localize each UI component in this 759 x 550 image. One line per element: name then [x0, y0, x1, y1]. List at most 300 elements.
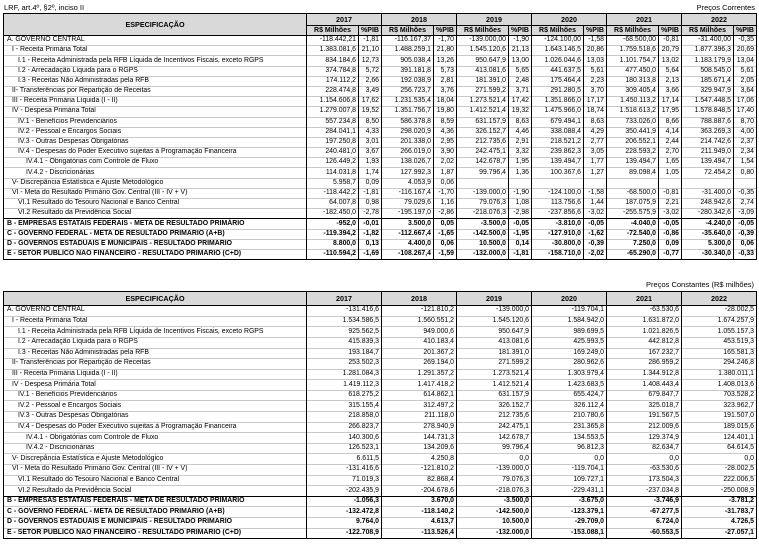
row-label: IV - Despesa Primária Total	[4, 380, 307, 391]
value-constant: 266.823,7	[307, 422, 382, 433]
value-rs-milhoes: 1.518.613,2	[607, 107, 659, 117]
value-pib: 3,71	[509, 86, 532, 96]
value-constant: 1.055.157,3	[682, 327, 757, 338]
value-pib: -0,39	[584, 239, 607, 249]
value-rs-milhoes: 180.313,8	[607, 76, 659, 86]
year-header: 2021	[607, 14, 682, 26]
value-constant: 614.862,1	[382, 390, 457, 401]
value-constant: 618.275,2	[307, 390, 382, 401]
value-pib: 21,80	[434, 46, 457, 56]
value-pib: 17,17	[584, 97, 607, 107]
rs-milhoes-subheader: R$ Milhões	[382, 26, 434, 36]
value-pib: 3,49	[359, 86, 382, 96]
value-rs-milhoes: -218.076,3	[457, 209, 509, 219]
pib-subheader: %PIB	[734, 26, 757, 36]
value-constant: 1.419.112,3	[307, 380, 382, 391]
value-constant: 1.303.979,4	[532, 369, 607, 380]
value-constant: 655.424,7	[532, 390, 607, 401]
value-pib: -1,81	[359, 36, 382, 46]
value-rs-milhoes: -195.197,0	[382, 209, 434, 219]
precos-constantes-table	[3, 291, 757, 539]
value-rs-milhoes: 1.488.259,1	[382, 46, 434, 56]
value-constant: -3.781,2	[682, 496, 757, 507]
value-pib: 13,03	[584, 56, 607, 66]
value-pib: 2,37	[734, 137, 757, 147]
row-label: IV.4.1 - Obrigatórias com Controle de Fluxo	[4, 158, 307, 168]
year-header: 2018	[382, 292, 457, 306]
value-rs-milhoes: 72.454,2	[682, 168, 734, 178]
value-rs-milhoes: -72.540,0	[607, 229, 659, 239]
value-rs-milhoes: 100.367,6	[532, 168, 584, 178]
value-pib: 5,61	[584, 66, 607, 76]
table-row	[4, 433, 757, 444]
value-pib: 5,65	[509, 66, 532, 76]
value-constant: 703.528,2	[682, 390, 757, 401]
row-label: I.2 - Arrecadação Líquida para o RGPS	[4, 66, 307, 76]
row-label: VI - Meta do Resultado Primário Gov. Central (III - IV + V)	[4, 188, 307, 198]
lrf-reference-note: LRF, art.4º, §2º, inciso II	[4, 3, 85, 12]
value-constant: 0,0	[457, 454, 532, 465]
value-pib: 1,65	[659, 158, 682, 168]
value-rs-milhoes: 239.862,3	[532, 148, 584, 158]
pib-subheader: %PIB	[434, 26, 457, 36]
value-pib: 2,74	[734, 199, 757, 209]
value-rs-milhoes: 174.112,2	[307, 76, 359, 86]
value-pib: 1,05	[659, 168, 682, 178]
value-rs-milhoes: -139.000,0	[457, 188, 509, 198]
value-pib: -2,86	[434, 209, 457, 219]
value-rs-milhoes: 508.545,0	[682, 66, 734, 76]
value-pib: 1,27	[584, 168, 607, 178]
value-pib: 17,06	[734, 97, 757, 107]
value-rs-milhoes: 8.800,0	[307, 239, 359, 249]
value-constant: 167.232,7	[607, 348, 682, 359]
value-rs-milhoes: 138.026,7	[382, 158, 434, 168]
value-rs-milhoes: 557.234,8	[307, 117, 359, 127]
value-constant: 1.674.257,9	[682, 316, 757, 327]
table-row	[4, 454, 757, 465]
value-pib: 17,95	[659, 107, 682, 117]
value-rs-milhoes: 181.391,0	[457, 76, 509, 86]
row-label: E - SETOR PÚBLICO NÃO FINANCEIRO - RESULTADO PRIMÁRIO (C+D)	[4, 528, 307, 539]
value-rs-milhoes: 1.273.521,4	[457, 97, 509, 107]
table-row	[4, 369, 757, 380]
table-row	[4, 348, 757, 359]
value-pib: 3,90	[434, 148, 457, 158]
value-rs-milhoes: 1.026.044,6	[532, 56, 584, 66]
value-constant: 679.847,7	[607, 390, 682, 401]
value-rs-milhoes: 240.481,0	[307, 148, 359, 158]
value-constant: -60.553,5	[607, 528, 682, 539]
table-row	[4, 127, 757, 137]
table-row	[4, 359, 757, 370]
value-constant: 218.858,0	[307, 412, 382, 423]
value-pib: 3,76	[434, 86, 457, 96]
value-rs-milhoes: -237.856,6	[532, 209, 584, 219]
value-pib: -0,05	[734, 219, 757, 229]
value-constant: 64.614,5	[682, 443, 757, 454]
value-pib: 8,63	[584, 117, 607, 127]
value-pib: 2,13	[659, 76, 682, 86]
value-pib: 2,48	[509, 76, 532, 86]
value-constant: 3.670,0	[382, 496, 457, 507]
row-label: IV.2 - Pessoal e Encargos Sociais	[4, 127, 307, 137]
value-pib: -2,98	[509, 209, 532, 219]
value-pib: 1,36	[509, 168, 532, 178]
value-constant: -250.008,9	[682, 486, 757, 497]
value-rs-milhoes: 185.671,4	[682, 76, 734, 86]
value-rs-milhoes: -142.500,0	[457, 229, 509, 239]
value-rs-milhoes: -118.442,21	[307, 36, 359, 46]
value-constant: 0,0	[532, 454, 607, 465]
year-header: 2020	[532, 14, 607, 26]
value-rs-milhoes: -255.575,9	[607, 209, 659, 219]
value-pib: 4,29	[584, 127, 607, 137]
year-header: 2022	[682, 14, 757, 26]
row-label: I.2 - Arrecadação Líquida para o RGPS	[4, 337, 307, 348]
value-pib: 17,42	[509, 97, 532, 107]
value-rs-milhoes: 350.441,9	[607, 127, 659, 137]
value-constant: 410.183,4	[382, 337, 457, 348]
row-label: VI.1 Resultado do Tesouro Nacional e Banco Central	[4, 199, 307, 209]
value-rs-milhoes: 127.992,3	[382, 168, 434, 178]
table-row	[4, 117, 757, 127]
row-label: V- Discrepância Estatística e Ajuste Metodológico	[4, 454, 307, 465]
row-label: VI.2 Resultado da Previdência Social	[4, 486, 307, 497]
value-pib: -1,82	[359, 229, 382, 239]
value-constant: 212.009,6	[607, 422, 682, 433]
value-constant: 631.157,9	[457, 390, 532, 401]
value-pib: 19,32	[509, 107, 532, 117]
value-rs-milhoes: 197.250,8	[307, 137, 359, 147]
value-pib: 2,95	[434, 137, 457, 147]
value-rs-milhoes: -124.100,0	[532, 188, 584, 198]
row-label: C - GOVERNO FEDERAL - META DE RESULTADO PRIMÁRIO (A+B)	[4, 229, 307, 239]
value-constant: 453.519,3	[682, 337, 757, 348]
value-constant: 1.417.418,2	[382, 380, 457, 391]
value-constant: 323.962,7	[682, 401, 757, 412]
value-pib: 0,13	[359, 239, 382, 249]
value-rs-milhoes: 329.947,9	[682, 86, 734, 96]
value-rs-milhoes: -68.500,0	[607, 188, 659, 198]
value-rs-milhoes: 114.031,8	[307, 168, 359, 178]
value-pib: 5,72	[359, 66, 382, 76]
value-constant: 96.812,3	[532, 443, 607, 454]
value-rs-milhoes: 5.300,0	[682, 239, 734, 249]
value-pib: 2,44	[659, 137, 682, 147]
table-row	[4, 188, 757, 198]
value-rs-milhoes: 10.500,0	[457, 239, 509, 249]
row-label: B - EMPRESAS ESTATAIS FEDERAIS - META DE RESULTADO PRIMÁRIO	[4, 219, 307, 229]
row-label: A. GOVERNO CENTRAL	[4, 36, 307, 46]
value-constant: 1.412.521,4	[457, 380, 532, 391]
value-pib: 13,02	[659, 56, 682, 66]
value-pib: 1,44	[584, 199, 607, 209]
value-pib: 2,34	[734, 148, 757, 158]
rs-milhoes-subheader: R$ Milhões	[307, 26, 359, 36]
value-pib: 12,73	[359, 56, 382, 66]
value-rs-milhoes: 113.756,6	[532, 199, 584, 209]
value-rs-milhoes: 1.101.754,7	[607, 56, 659, 66]
row-label: III - Receita Primária Líquida (I - II)	[4, 369, 307, 380]
value-rs-milhoes: 788.887,6	[682, 117, 734, 127]
year-header: 2017	[307, 14, 382, 26]
value-constant: 99.796,4	[457, 443, 532, 454]
value-pib: 4,14	[659, 127, 682, 137]
value-constant: 1.021.826,5	[607, 327, 682, 338]
value-rs-milhoes: 733.026,0	[607, 117, 659, 127]
value-rs-milhoes: -65.290,0	[607, 249, 659, 259]
value-constant: -139.000,0	[457, 306, 532, 317]
value-constant: 1.291.357,2	[382, 369, 457, 380]
value-constant: 189.015,6	[682, 422, 757, 433]
value-rs-milhoes: 309.405,4	[607, 86, 659, 96]
row-label: IV.1 - Benefícios Previdenciários	[4, 117, 307, 127]
year-header: 2019	[457, 14, 532, 26]
value-constant: 165.581,3	[682, 348, 757, 359]
value-rs-milhoes: -4.040,0	[607, 219, 659, 229]
value-constant: 9.764,0	[307, 518, 382, 529]
value-rs-milhoes: 256.723,7	[382, 86, 434, 96]
value-rs-milhoes: -3.500,0	[457, 219, 509, 229]
value-constant: 134.209,6	[382, 443, 457, 454]
value-pib: 8,66	[659, 117, 682, 127]
value-rs-milhoes: -31.400,0	[682, 188, 734, 198]
value-constant: 925.562,5	[307, 327, 382, 338]
value-constant: 109.727,1	[532, 475, 607, 486]
row-label: IV.4.2 - Discricionárias	[4, 168, 307, 178]
value-rs-milhoes: 1.643.146,5	[532, 46, 584, 56]
value-pib: 2,66	[359, 76, 382, 86]
value-pib: -2,02	[584, 249, 607, 259]
value-rs-milhoes: 214.742,6	[682, 137, 734, 147]
value-pib: -1,81	[359, 188, 382, 198]
value-pib: -3,02	[584, 209, 607, 219]
value-constant: 222.006,5	[682, 475, 757, 486]
value-rs-milhoes: -280.342,6	[682, 209, 734, 219]
table-row	[4, 327, 757, 338]
row-label: IV.1 - Benefícios Previdenciários	[4, 390, 307, 401]
value-pib: 17,14	[659, 97, 682, 107]
value-constant: 1.273.521,4	[457, 369, 532, 380]
row-label: C - GOVERNO FEDERAL - META DE RESULTADO PRIMÁRIO (A+B)	[4, 507, 307, 518]
value-constant: 181.391,0	[457, 348, 532, 359]
value-constant: -153.088,1	[532, 528, 607, 539]
table-row	[4, 249, 757, 259]
value-rs-milhoes: 363.269,3	[682, 127, 734, 137]
value-constant: 0,0	[607, 454, 682, 465]
value-pib: 8,50	[359, 117, 382, 127]
value-constant: -131.416,6	[307, 306, 382, 317]
value-rs-milhoes: 139.494,7	[532, 158, 584, 168]
value-rs-milhoes: 1.578.848,5	[682, 107, 734, 117]
value-rs-milhoes: 79.029,6	[382, 199, 434, 209]
table-row	[4, 518, 757, 529]
value-constant: 6.611,5	[307, 454, 382, 465]
value-pib: 4,00	[734, 127, 757, 137]
value-pib: 0,80	[734, 168, 757, 178]
value-pib: 13,00	[509, 56, 532, 66]
value-pib: 1,54	[734, 158, 757, 168]
value-constant: -131.416,6	[307, 465, 382, 476]
rs-milhoes-subheader: R$ Milhões	[682, 26, 734, 36]
value-pib: 21,10	[359, 46, 382, 56]
value-pib	[734, 178, 757, 188]
value-pib: 2,23	[584, 76, 607, 86]
value-constant: 989.699,5	[532, 327, 607, 338]
value-rs-milhoes: 271.599,2	[457, 86, 509, 96]
value-rs-milhoes: 64.007,8	[307, 199, 359, 209]
rs-milhoes-subheader: R$ Milhões	[607, 26, 659, 36]
row-label: VI.1 Resultado do Tesouro Nacional e Banco Central	[4, 475, 307, 486]
value-constant: 231.365,8	[532, 422, 607, 433]
precos-constantes-note: Preços Constantes (R$ milhões)	[646, 280, 754, 290]
value-pib: -0,81	[659, 188, 682, 198]
value-pib	[584, 178, 607, 188]
value-rs-milhoes: 1.351.756,7	[382, 107, 434, 117]
value-constant: 134.553,5	[532, 433, 607, 444]
value-rs-milhoes: -35.640,0	[682, 229, 734, 239]
value-pib: 20,69	[734, 46, 757, 56]
value-pib: 2,81	[434, 76, 457, 86]
value-pib: -0,77	[659, 249, 682, 259]
row-label: I - Receita Primária Total	[4, 46, 307, 56]
value-constant: 326.152,7	[457, 401, 532, 412]
value-rs-milhoes	[457, 178, 509, 188]
value-constant: 144.731,3	[382, 433, 457, 444]
table-row	[4, 443, 757, 454]
top-notes	[3, 2, 756, 13]
value-pib: -1,70	[434, 36, 457, 46]
precos-correntes-table	[3, 13, 757, 260]
value-constant: 325.018,7	[607, 401, 682, 412]
table-row	[4, 412, 757, 423]
row-label: VI - Meta do Resultado Primário Gov. Central (III - IV + V)	[4, 465, 307, 476]
year-header: 2021	[607, 292, 682, 306]
value-constant: 4.726,5	[682, 518, 757, 529]
value-constant: 1.408.013,6	[682, 380, 757, 391]
value-pib: 0,06	[734, 239, 757, 249]
value-constant: -118.140,2	[382, 507, 457, 518]
value-pib: 1,77	[584, 158, 607, 168]
value-pib: 2,70	[659, 148, 682, 158]
value-pib: 8,63	[509, 117, 532, 127]
table-row	[4, 465, 757, 476]
value-constant: 124.401,1	[682, 433, 757, 444]
value-constant: -237.034,8	[607, 486, 682, 497]
value-rs-milhoes: 441.637,5	[532, 66, 584, 76]
value-rs-milhoes: 1.231.535,4	[382, 97, 434, 107]
value-constant: -29.709,0	[532, 518, 607, 529]
value-rs-milhoes: 326.152,7	[457, 127, 509, 137]
value-pib: 3,01	[359, 137, 382, 147]
value-constant: 278.940,9	[382, 422, 457, 433]
value-constant: 211.118,0	[382, 412, 457, 423]
table-row	[4, 158, 757, 168]
value-rs-milhoes: 201.338,0	[382, 137, 434, 147]
value-rs-milhoes: 1.279.007,8	[307, 107, 359, 117]
value-constant: -1.056,3	[307, 496, 382, 507]
value-rs-milhoes: 175.464,4	[532, 76, 584, 86]
row-label: D - GOVERNOS ESTADUAIS E MUNICIPAIS - RESULTADO PRIMÁRIO	[4, 518, 307, 529]
row-label: II- Transferências por Repartição de Receitas	[4, 359, 307, 370]
value-rs-milhoes: 206.552,1	[607, 137, 659, 147]
value-constant: 442.812,8	[607, 337, 682, 348]
value-pib	[659, 178, 682, 188]
pib-subheader: %PIB	[659, 26, 682, 36]
value-pib: 1,95	[509, 158, 532, 168]
value-constant: 210.780,6	[532, 412, 607, 423]
value-pib: -0,39	[734, 229, 757, 239]
value-constant: -132.472,8	[307, 507, 382, 518]
value-constant: 312.497,2	[382, 401, 457, 412]
value-constant: -229.431,1	[532, 486, 607, 497]
value-rs-milhoes: 905.038,4	[382, 56, 434, 66]
row-label: V- Discrepância Estatística e Ajuste Metodológico	[4, 178, 307, 188]
value-rs-milhoes: 242.475,1	[457, 148, 509, 158]
value-pib: 8,59	[434, 117, 457, 127]
value-pib: 0,06	[434, 178, 457, 188]
value-constant: 413.081,6	[457, 337, 532, 348]
value-constant: -132.000,0	[457, 528, 532, 539]
value-pib: 3,70	[584, 86, 607, 96]
value-rs-milhoes: 228.474,8	[307, 86, 359, 96]
row-label: IV.4 - Despesas do Poder Executivo sujeitas à Programação Financeira	[4, 422, 307, 433]
table-row	[4, 199, 757, 209]
value-pib: 4,33	[359, 127, 382, 137]
value-pib: 18,74	[584, 107, 607, 117]
table-row	[4, 401, 757, 412]
value-constant: 1.545.120,6	[457, 316, 532, 327]
value-rs-milhoes: 1.450.113,2	[607, 97, 659, 107]
year-header: 2022	[682, 292, 757, 306]
value-pib: 19,80	[434, 107, 457, 117]
value-constant: 1.560.551,2	[382, 316, 457, 327]
value-rs-milhoes	[532, 178, 584, 188]
value-pib: -0,81	[659, 36, 682, 46]
value-constant: -142.500,0	[457, 507, 532, 518]
value-pib: 8,70	[734, 117, 757, 127]
table-row	[4, 86, 757, 96]
value-rs-milhoes: -119.394,2	[307, 229, 359, 239]
value-pib: -3,09	[734, 209, 757, 219]
value-rs-milhoes: -4.240,0	[682, 219, 734, 229]
table-row	[4, 390, 757, 401]
value-constant: -113.526,4	[382, 528, 457, 539]
value-pib: -0,35	[734, 188, 757, 198]
value-pib: 18,04	[434, 97, 457, 107]
value-constant: 142.678,7	[457, 433, 532, 444]
especificacao-header: ESPECIFICAÇÃO	[4, 14, 307, 36]
value-constant: -28.002,5	[682, 306, 757, 317]
value-pib: 3,64	[734, 86, 757, 96]
table-row	[4, 168, 757, 178]
table-row	[4, 316, 757, 327]
value-pib: -0,35	[734, 36, 757, 46]
value-rs-milhoes: 211.949,0	[682, 148, 734, 158]
value-constant: 201.367,2	[382, 348, 457, 359]
value-pib: 0,09	[659, 239, 682, 249]
value-pib: -0,33	[734, 249, 757, 259]
value-rs-milhoes: 1.759.518,6	[607, 46, 659, 56]
value-rs-milhoes: -112.667,4	[382, 229, 434, 239]
value-constant: 126.523,1	[307, 443, 382, 454]
value-rs-milhoes: -30.800,0	[532, 239, 584, 249]
value-pib: 2,02	[434, 158, 457, 168]
value-pib: 0,05	[434, 219, 457, 229]
value-rs-milhoes: -952,0	[307, 219, 359, 229]
value-rs-milhoes: -3.810,0	[532, 219, 584, 229]
